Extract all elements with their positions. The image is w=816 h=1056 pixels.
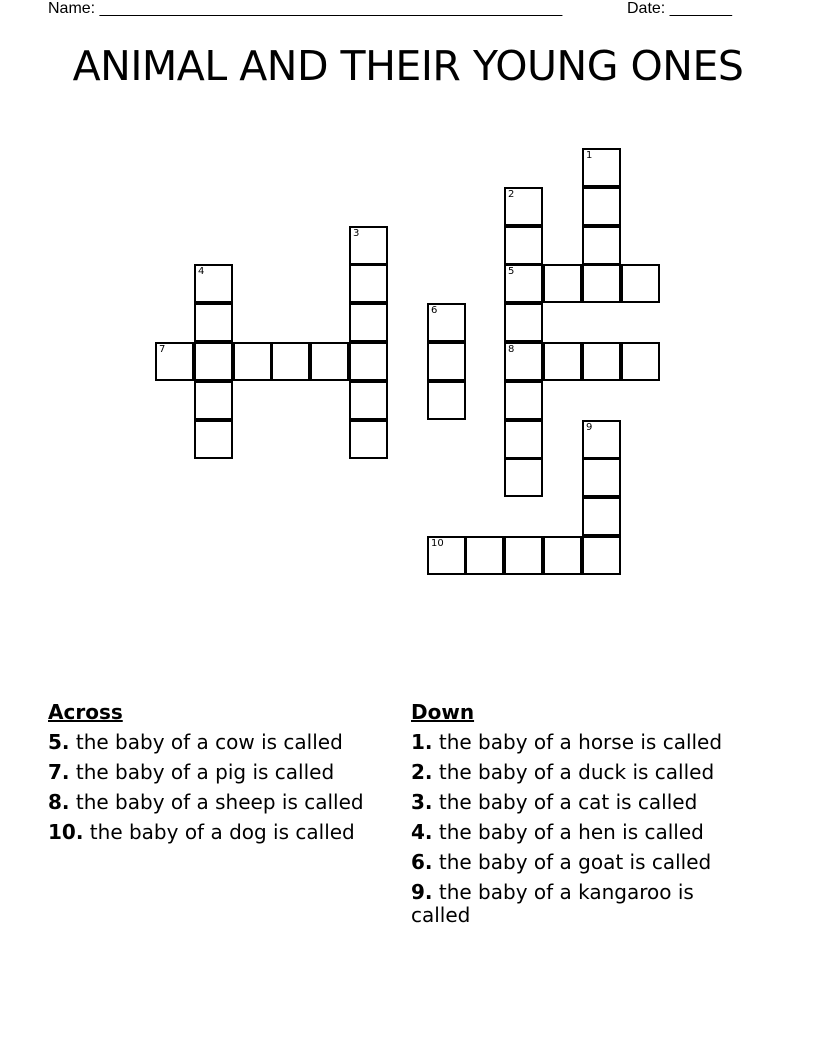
crossword-cell[interactable] (543, 536, 582, 575)
clue-number: 8. (48, 790, 70, 814)
crossword-cell[interactable] (349, 264, 388, 303)
crossword-cell[interactable] (427, 342, 466, 381)
down-clue (411, 881, 756, 927)
cell-number: 1 (586, 150, 593, 161)
crossword-cell[interactable] (271, 342, 310, 381)
crossword-cell[interactable] (621, 264, 660, 303)
crossword-cell[interactable] (621, 342, 660, 381)
crossword-cell[interactable] (582, 458, 621, 497)
crossword-cell[interactable] (582, 420, 621, 459)
page-title: ANIMAL AND THEIR YOUNG ONES (72, 42, 744, 90)
crossword-cell[interactable] (504, 226, 543, 265)
crossword-cell[interactable] (543, 342, 582, 381)
crossword-cell[interactable] (582, 148, 621, 187)
clue-number: 6. (411, 850, 433, 874)
crossword-cell[interactable] (504, 381, 543, 420)
cell-number: 3 (353, 228, 360, 239)
crossword-cell[interactable] (349, 303, 388, 342)
crossword-cell[interactable] (543, 264, 582, 303)
crossword-cell[interactable] (427, 303, 466, 342)
clue-number: 7. (48, 760, 70, 784)
down-clues (411, 701, 756, 934)
cell-number: 2 (508, 189, 515, 200)
crossword-cell[interactable] (582, 497, 621, 536)
clue-number: 9. (411, 880, 433, 904)
across-clues (48, 701, 393, 851)
cell-number: 6 (431, 305, 438, 316)
across-clue (48, 791, 393, 814)
date-field[interactable]: Date: _______ (627, 0, 732, 17)
clue-number: 2. (411, 760, 433, 784)
crossword-cell[interactable] (349, 381, 388, 420)
clue-text: the baby of a cat is called (432, 790, 698, 814)
crossword-cell[interactable] (504, 303, 543, 342)
crossword-cell[interactable] (582, 536, 621, 575)
down-clue (411, 731, 756, 754)
crossword-cell[interactable] (233, 342, 272, 381)
crossword-cell[interactable] (427, 381, 466, 420)
clue-number: 5. (48, 730, 70, 754)
crossword-cell[interactable] (504, 420, 543, 459)
crossword-cell[interactable] (504, 458, 543, 497)
cell-number: 8 (508, 344, 515, 355)
crossword-cell[interactable] (582, 226, 621, 265)
clue-number: 1. (411, 730, 433, 754)
cell-number: 9 (586, 422, 593, 433)
clue-text: the baby of a hen is called (432, 820, 704, 844)
crossword-cell[interactable] (582, 187, 621, 226)
crossword-cell[interactable] (582, 342, 621, 381)
clue-text: the baby of a horse is called (432, 730, 723, 754)
crossword-cell[interactable] (155, 342, 194, 381)
clue-text: the baby of a kangaroo is called (411, 880, 694, 927)
crossword-cell[interactable] (465, 536, 504, 575)
crossword-cell[interactable] (582, 264, 621, 303)
crossword-cell[interactable] (349, 420, 388, 459)
cell-number: 7 (159, 344, 166, 355)
clue-text: the baby of a sheep is called (69, 790, 364, 814)
cell-number: 5 (508, 266, 515, 277)
cell-number: 4 (198, 266, 205, 277)
down-heading: Down (411, 700, 475, 724)
down-clue (411, 821, 756, 844)
clue-number: 10. (48, 820, 84, 844)
clue-number: 4. (411, 820, 433, 844)
crossword-cell[interactable] (349, 342, 388, 381)
across-heading: Across (48, 700, 123, 724)
crossword-cell[interactable] (427, 536, 466, 575)
clue-number: 3. (411, 790, 433, 814)
crossword-cell[interactable] (504, 187, 543, 226)
crossword-cell[interactable] (504, 264, 543, 303)
clue-text: the baby of a pig is called (69, 760, 335, 784)
across-clue (48, 731, 393, 754)
crossword-cell[interactable] (194, 264, 233, 303)
crossword-cell[interactable] (504, 342, 543, 381)
crossword-cell[interactable] (310, 342, 349, 381)
crossword-cell[interactable] (194, 303, 233, 342)
crossword-cell[interactable] (194, 342, 233, 381)
down-clue (411, 761, 756, 784)
name-field[interactable]: Name: ____________________________________________________ (48, 0, 563, 17)
crossword-cell[interactable] (349, 226, 388, 265)
crossword-cell[interactable] (194, 420, 233, 459)
cell-number: 10 (431, 538, 444, 549)
crossword-cell[interactable] (504, 536, 543, 575)
clue-text: the baby of a duck is called (432, 760, 715, 784)
crossword-cell[interactable] (194, 381, 233, 420)
down-clue (411, 791, 756, 814)
across-clue (48, 821, 393, 844)
clue-text: the baby of a dog is called (83, 820, 355, 844)
down-clue (411, 851, 756, 874)
clue-text: the baby of a cow is called (69, 730, 343, 754)
clue-text: the baby of a goat is called (432, 850, 712, 874)
across-clue (48, 761, 393, 784)
